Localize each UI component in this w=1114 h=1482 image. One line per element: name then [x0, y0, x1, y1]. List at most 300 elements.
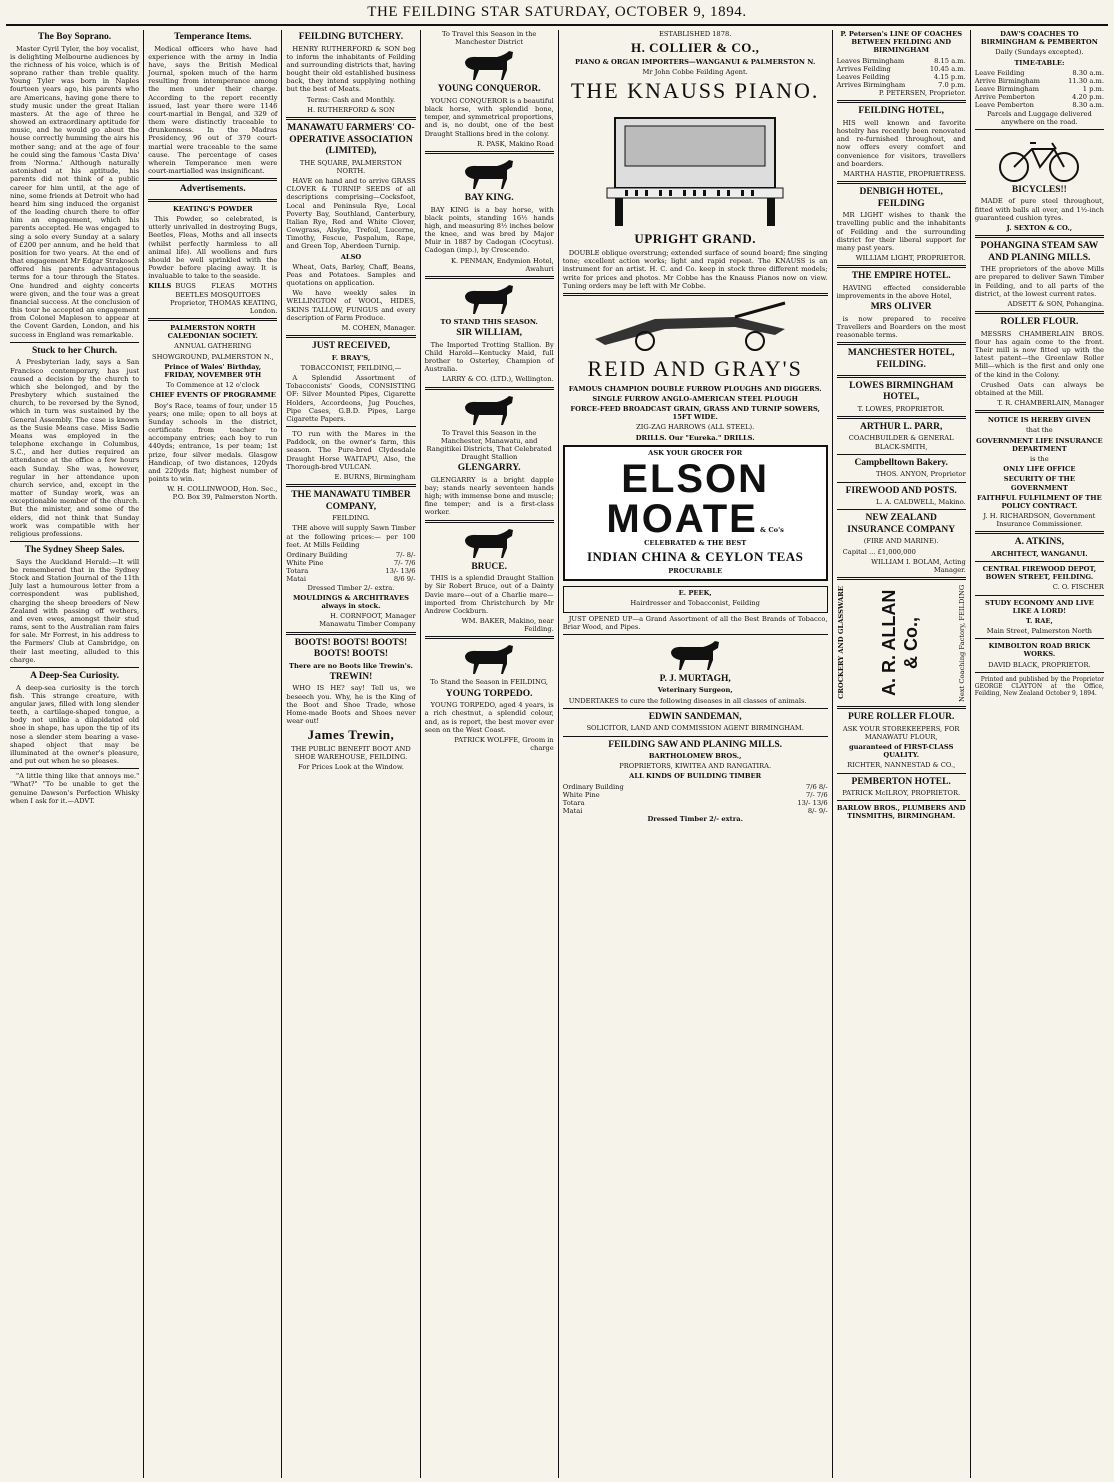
farmers-text: HAVE on hand and to arrive GRASS CLOVER & TURNIP SEEDS of all descriptions comprising—Cocksfoot, Local and Peninsula Rye, Local Poverty Bay, Southland, Canterbury, Italian Rye, Red and White Clover, Cowgrass, Alsyke, Trefoil, Lucerne, Timothy, Fescue, Paspalum, Rape, and Green Top, Aberdeen Turnip. — [286, 177, 416, 251]
divider — [975, 531, 1104, 534]
mill-bros: BARTHOLOMEW BROS., — [648, 752, 742, 761]
peek-sub: Hairdresser and Tobacconist, Feilding — [630, 599, 760, 608]
divider — [425, 151, 554, 154]
tea-procurable: PROCURABLE — [668, 566, 723, 575]
horse1-heading: To Travel this Season in the Manchester District — [441, 30, 537, 47]
horse1-name: YOUNG CONQUEROR. — [437, 84, 541, 95]
kills-label: KILLS — [148, 282, 172, 291]
timber-mouldings: MOULDINGS & ARCHITRAVES always in stock. — [293, 593, 409, 610]
caledonian-day: Prince of Wales' Birthday, FRIDAY, NOVEMBER 9TH — [164, 362, 262, 379]
caledonian-sub: ANNUAL GATHERING — [174, 342, 252, 351]
heading-temperance: Temperance Items. — [174, 32, 252, 42]
reid-zigzag: ZIG-ZAG HARROWS (ALL STEEL). — [636, 423, 755, 432]
timetable-row — [975, 93, 1104, 101]
tea-india: INDIAN CHINA & CEYLON TEAS — [586, 549, 804, 565]
trewin-shop: THE PUBLIC BENEFIT BOOT AND SHOE WAREHOUSE, FEILDING. — [291, 745, 411, 762]
timber-signature: H. CORNFOOT, Manager Manawatu Timber Company — [319, 612, 416, 629]
knauss-text: DOUBLE oblique overstrung; extended surface of sound board; fine singing tone; excellent action works; light and rapid repeat. The KNAUSS is an instrument for an artist. H. C. and Co. keep in stock three different models; write for prices and photos. Mr Cobbe has the Knauss Pianos now on view. Tuning orders may be left with Mr Cobbe. — [562, 249, 828, 290]
farmers-also-text: Wheat, Oats, Barley, Chaff, Beans, Peas and Potatoes. Samples and quotations on application. — [286, 262, 416, 288]
horse4-heading: To Travel this Season in the Manchester, Manawatu, and Rangitikei Districts, That Celebrated Draught Stallion — [426, 428, 552, 462]
allan-sub: Next Coaching Factory, FEILDING — [957, 584, 966, 702]
horse1-signature: R. PASK, Makino Road — [477, 139, 554, 148]
price-value: 8/6 9/- — [393, 575, 416, 584]
peek-title: E. PEEK, — [678, 589, 712, 598]
tea-celebrated: CELEBRATED & THE BEST — [644, 538, 747, 547]
knauss-title: THE KNAUSS PIANO. — [570, 78, 820, 104]
horse-icon — [457, 526, 521, 560]
horse2-signature: K. PENMAN, Endymion Hotel, Awahuri — [450, 256, 554, 273]
timetable-stop: Arrives Feilding — [836, 64, 891, 73]
imprint: Printed and published by the Proprietor GEORGE CLAYTON at the Office, Feilding, New Zealand October 9, 1894. — [974, 675, 1104, 698]
collier-agent: Mr John Cobbe Feilding Agent. — [642, 68, 748, 77]
horse3-text: The Imported Trotting Stallion. By Child Harold—Kentucky Maid, full brother to Osterley, Champion of Australia. — [424, 340, 554, 374]
divider — [975, 561, 1104, 562]
roller-flour: ROLLER FLOUR. — [1000, 317, 1079, 328]
timetable-stop: Leave Feilding — [974, 68, 1025, 77]
only-life-office: ONLY LIFE OFFICE — [1003, 465, 1076, 474]
heading-sheep-sales: The Sydney Sheep Sales. — [24, 545, 125, 556]
article-sheep-sales: Says the Auckland Herald:—It will be remembered that in the Sydney Stock and Station Journal of the 11th July last a humourous letter from a correspondent was published, charging the sheep breeders of New Zealand with passing off wethers, and even ewes, amongst their stud rams, sent to the Australian ram fairs for sale. Mr Forrest, in his address to the Farmers' Club at Cambridge, on their last meeting, alluded to this charge. — [10, 557, 140, 664]
upright-grand: UPRIGHT GRAND. — [634, 231, 756, 247]
divider — [975, 311, 1104, 314]
timetable-stop: Arrive Pemberton — [974, 93, 1035, 102]
timetable-stop: Leaves Feilding — [836, 72, 890, 81]
sandeman-sub: SOLICITOR, LAND AND COMMISSION AGENT BIRMINGHAM. — [586, 724, 804, 733]
divider — [563, 293, 828, 296]
price-item: Matai — [286, 575, 307, 584]
parr-sub: COACHBUILDER & GENERAL BLACK-SMITH, — [848, 434, 954, 451]
timetable-time: 11.30 a.m. — [1068, 76, 1104, 85]
timetable-stop: Leave Birmingham — [974, 85, 1039, 94]
price-item: Ordinary Building — [562, 782, 624, 791]
timetable-row — [975, 85, 1104, 93]
price-value: 7/- 8/- — [395, 550, 416, 559]
brays-sub: TOBACCONIST, FEILDING,— — [300, 363, 402, 372]
divider — [286, 117, 415, 120]
parr-name: ARTHUR L. PARR, — [860, 421, 943, 432]
timetable-time: 10.45 a.m. — [929, 64, 966, 73]
price-item: Ordinary Building — [286, 550, 348, 559]
divider — [975, 235, 1104, 238]
allan-title: A. R. ALLAN & Co., — [879, 589, 922, 697]
bicycle-icon — [994, 133, 1084, 183]
divider — [286, 426, 415, 427]
horse5-name: BRUCE. — [471, 561, 507, 572]
price-value: 8/- 9/- — [807, 807, 828, 816]
trewin-heading: TREWIN! — [329, 671, 373, 682]
peek-advert — [563, 586, 828, 612]
article-temperance: Medical officers who have had experience with the army in India have, says the British Medical Journal, spoken much of the harm resulting from intemperance among the men under their charge. According to the report recently issued, last year there were 1146 court-martial in Bengal, and 329 of them were distinctly traceable to drunkenness. In the Madras Presidency, 96 out of 379 court-martial were traceable to the same cause. The percentage of cases wherein Temperance men were court-martialled was insignificant. — [148, 44, 278, 176]
feilding-hotel: FEILDING HOTEL, — [858, 106, 944, 117]
piano-illustration — [585, 108, 805, 228]
peek-text: JUST OPENED UP—a Grand Assortment of all the Best Brands of Tobacco, Briar Wood, and Pipes. — [562, 614, 828, 631]
horse3-signature: LARRY & CO. (LTD.), Wellington. — [442, 375, 554, 384]
timetable-time: 8.30 a.m. — [1072, 101, 1104, 110]
keating-heading: KEATING'S POWDER — [172, 204, 253, 213]
price-value: 7/6 8/- — [805, 782, 828, 791]
murtagh-sub: Veterinary Surgeon, — [657, 686, 733, 695]
price-row — [563, 799, 828, 807]
divider — [837, 342, 966, 345]
allan-advert — [837, 583, 966, 703]
lowes-proprietor: T. LOWES, PROPRIETOR. — [857, 404, 945, 413]
column-3 — [282, 30, 420, 1478]
divider — [837, 181, 966, 184]
divider — [563, 634, 828, 635]
petersen-signature: P. PETERSEN, Proprietor. — [878, 89, 966, 98]
divider — [563, 736, 828, 737]
brays-text: A Splendid Assortment of Tobacconists' Goods, CONSISTING OF: Silver Mounted Pipes, Cigarette Holders, Accordeons, Jug Pouches, Pipe Cases, G.B.D. Pipes, Large Cigarette Papers. — [286, 374, 416, 423]
heading-boy-soprano: The Boy Soprano. — [38, 32, 112, 42]
divider — [425, 520, 554, 523]
petersen-heading: P. Petersen's LINE OF COACHES BETWEEN FEILDING AND BIRMINGHAM — [840, 30, 963, 55]
mill-dressed: Dressed Timber 2/- extra. — [647, 815, 743, 824]
horse2-name: BAY KING. — [464, 192, 514, 203]
timetable-time: 4.20 p.m. — [1072, 93, 1104, 102]
timetable-row — [975, 69, 1104, 77]
boots-heading: BOOTS! BOOTS! BOOTS! BOOTS! BOOTS! — [294, 637, 408, 660]
tea-brand — [567, 456, 824, 541]
atkins-name: A. ATKINS, — [1014, 537, 1064, 548]
oliver-text: is now prepared to receive Travellers and Boarders on the most reasonable terms. — [836, 314, 966, 340]
farmers-also: ALSO — [340, 252, 362, 261]
collier-title: H. COLLIER & CO., — [630, 40, 760, 56]
caledonian-text: Boy's Race, teams of four, under 15 years; one mile; open to all boys at Sunday schools in the district, certificate from teacher to accompany entries; each boy to run 440yds; entrance, 1s per team; 1st prize, four silver medals. Glasgow Handicap, of two distances, 120yds and 220yds flat; highest number of points to win. — [148, 401, 278, 484]
empire-text: HAVING effected considerable improvements in the above Hotel, — [836, 283, 966, 301]
horse1-text: YOUNG CONQUEROR is a beautiful black horse, with splendid bone, temper, and symmetrical proportions, and is, no doubt, one of the best Draught Stallions bred in the colony. — [424, 96, 554, 138]
caledonian-signature: W. H. COLLINWOOD, Hon. Sec., P.O. Box 39, Palmerston North. — [167, 485, 278, 502]
bolam-signature: WILLIAM I. BOLAM, Acting Manager. — [871, 557, 966, 574]
divider — [975, 638, 1104, 639]
timetable-title: TIME-TABLE: — [1014, 58, 1065, 67]
crushed-oats: Crushed Oats can always be obtained at the Mill. — [974, 380, 1104, 397]
trewin-footer: For Prices Look at the Window. — [298, 763, 404, 772]
central-firewood: CENTRAL FIREWOOD DEPOT, BOWEN STREET, FEILDING. — [982, 565, 1097, 582]
caledonian-events: CHIEF EVENTS OF PROGRAMME — [149, 391, 276, 400]
reid-sub: FAMOUS CHAMPION DOUBLE FURROW PLOUGHS AND DIGGERS. — [568, 384, 822, 393]
trewin-name: James Trewin, — [307, 727, 395, 743]
article-stuck-to-church: A Presbyterian lady, says a San Francisco contemporary, has just caused a decision by the church to which she belonged, and by the Presbytery which sustained the church, to be reversed by the Synod, which in turn was sustained by the General Assembly. The case is known as the Susie Means case. Miss Sadie Means was employed in the telephone exchange in Columbus, S.C., and her duties required an attendance at the office a few hours each Sunday. She was, however, regular in her attendance upon church service, and, except in the matter of Sunday work, was an exceptionable member of the church. But the minister, and some of the elders, did not think that Sunday work was compatible with her religious professions. — [10, 358, 140, 538]
horse6-text: YOUNG TORPEDO, aged 4 years, is a rich chestnut, a splendid colour, and, as is report, the best mover ever seen on the West Coast. — [424, 701, 554, 734]
caldwell-signature: L. A. CALDWELL, Makino. — [876, 498, 966, 507]
timber-title: THE MANAWATU TIMBER COMPANY, — [291, 490, 411, 512]
price-item: White Pine — [562, 790, 600, 799]
atkins-sub: ARCHITECT, WANGANUI. — [991, 549, 1088, 558]
sexton-signature: J. SEXTON & CO., — [1006, 223, 1073, 232]
horse2-text: BAY KING is a bay horse, with black points, standing 16½ hands high, and measuring 8½ inches below the knee, and was bred by Major Muir in 1887 by Cadogan (Cocytus). Cadogan (imp.), by Crescendo. — [424, 205, 554, 255]
divider — [286, 335, 415, 338]
denbigh-text: MR LIGHT wishes to thank the travelling public and the inhabitants of Feilding and the surrounding district for their liberal support for many past years. — [836, 211, 966, 252]
campbelltown-bakery: Campbelltown Bakery. — [854, 457, 948, 468]
mcilroy-signature: PATRICK McILROY, PROPRIETOR. — [842, 789, 961, 798]
horse3-name: SIR WILLIAM, — [456, 328, 523, 339]
divider — [837, 454, 966, 455]
price-value: 7/- 7/6 — [393, 559, 416, 568]
keating-signature: Proprietor, THOMAS KEATING, London. — [169, 298, 278, 315]
price-row — [286, 575, 415, 583]
timetable-row — [837, 57, 966, 65]
plough-illustration — [585, 299, 805, 353]
divider — [148, 318, 277, 321]
pohangina-text: THE proprietors of the above Mills are prepared to deliver Sawn Timber in Feilding, and to all parts of the district, at the lowest current rates. — [974, 265, 1104, 298]
timber-dressed: Dressed Timber 2/- extra. — [307, 583, 395, 592]
firewood-posts: FIREWOOD AND POSTS. — [845, 485, 957, 496]
timetable-time: 7.0 p.m. — [938, 81, 966, 90]
collier-sub: PIANO & ORGAN IMPORTERS—WANGANUI & PALMERSTON N. — [575, 58, 816, 67]
timetable-stop: Arrive Birmingham — [974, 76, 1040, 85]
barlow-bros: BARLOW BROS., PLUMBERS AND TINSMITHS, BIRMINGHAM. — [836, 804, 966, 821]
boots-sub: There are no Boots like Trewin's. — [289, 661, 413, 670]
column-6 — [833, 30, 971, 1478]
heading-butchery: FEILDING BUTCHERY. — [298, 32, 404, 42]
keating-kills — [148, 282, 277, 298]
tea-advert — [563, 445, 828, 581]
divider — [837, 265, 966, 268]
kills-list: BUGS FLEAS MOTHS BEETLES MOSQUITOES — [175, 282, 278, 299]
denbigh-hotel: DENBIGH HOTEL, FEILDING — [859, 187, 943, 209]
caledonian-ground: SHOWGROUND, PALMERSTON N., — [151, 352, 274, 361]
divider — [975, 672, 1104, 673]
pure-guarantee: guaranteed of FIRST-CLASS QUALITY. — [848, 743, 954, 760]
feilding-hotel-text: HIS well known and favorite hostelry has recently been renovated and re-furnished throughout, and now offers every comfort and convenience for visitors, travellers and boarders. — [836, 118, 966, 168]
divider — [975, 129, 1104, 130]
rae-address: Main Street, Palmerston North — [986, 627, 1092, 636]
horse-icon — [457, 282, 521, 316]
farmers-title: MANAWATU FARMERS' CO-OPERATIVE ASSOCIATION (LIMITED), — [287, 122, 415, 157]
farmers-wool: We have weekly sales in WELLINGTON of WOOL, HIDES, SKINS TALLOW, FUNGUS and every description of Farm Produce. — [286, 289, 416, 322]
divider — [425, 387, 554, 390]
heading-deep-sea: A Deep-Sea Curiosity. — [30, 670, 120, 681]
notice-heading: NOTICE IS HEREBY GIVEN — [987, 416, 1091, 425]
study-economy: STUDY ECONOMY AND LIVE LIKE A LORD! — [984, 598, 1094, 615]
bicycles-heading: BICYCLES!! — [1011, 184, 1067, 195]
horse6-name: YOUNG TORPEDO. — [445, 688, 533, 699]
daws-heading: DAW'S COACHES TO BIRMINGHAM & PEMBERTON — [980, 30, 1098, 47]
price-row — [286, 559, 415, 567]
brays-heading: JUST RECEIVED, — [311, 341, 390, 352]
pemberton-hotel: PEMBERTON HOTEL. — [851, 776, 951, 787]
masthead — [6, 4, 1108, 26]
vulcan-text: TO run with the Mares in the Paddock, on the owner's farm, this season. The Pure-bred Clydesdale Draught Horse WAITAPU, Also, the Thorough-bred VULCAN. — [286, 430, 416, 471]
timetable-row — [975, 101, 1104, 109]
empire-hotel: THE EMPIRE HOTEL. — [851, 271, 951, 282]
mill-title: FEILDING SAW AND PLANING MILLS. — [608, 739, 783, 750]
timetable-row — [837, 65, 966, 73]
horse4-text: GLENGARRY is a bright dapple bay; stands nearly seventeen hands high; with immense bone and muscle; fine temper; and is a first-class worker. — [424, 475, 554, 517]
article-deep-sea: A deep-sea curiosity is the torch fish. This strange creature, with angular jaws, filled with long slender teeth, a cartilage-shaped tongue, a body not unlike a dilapidated old shoe in shape, has upon the tip of its nose a slender stem bearing a vase-shaped object that may be illuminated at the owner's pleasure, and put out when he so pleases. — [10, 683, 140, 766]
horse-icon — [457, 393, 521, 427]
divider — [837, 800, 966, 801]
divider — [148, 178, 277, 181]
divider — [837, 773, 966, 774]
divider — [286, 484, 415, 487]
column-7 — [971, 30, 1108, 1478]
reid-drills: DRILLS. Our "Eureka." DRILLS. — [635, 433, 755, 442]
price-value: 7/- 7/6 — [805, 790, 828, 799]
timetable-stop: Arrives Birmingham — [836, 81, 906, 90]
rae-name: T. RAE, — [1025, 616, 1053, 625]
farmers-address: THE SQUARE, PALMERSTON NORTH. — [299, 158, 403, 175]
divider — [10, 667, 139, 668]
black-signature: DAVID BLACK, PROPRIETOR. — [988, 660, 1091, 669]
timetable-time: 4.15 p.m. — [933, 72, 966, 81]
col5-lower-left — [563, 584, 828, 825]
timetable-row — [975, 77, 1104, 85]
column-4 — [421, 30, 559, 1478]
mill-kinds: ALL KINDS OF BUILDING TIMBER — [629, 772, 762, 781]
column-1 — [6, 30, 144, 1478]
tea-top: ASK YOUR GROCER FOR — [648, 448, 743, 457]
murtagh-name: P. J. MURTAGH, — [659, 673, 731, 684]
butchery-text: HENRY RUTHERFORD & SON beg to inform the inhabitants of Feilding and surrounding districts that, having bought their old established business back, they intend supplying nothing but the best of Meats. — [286, 44, 416, 94]
divider — [10, 541, 139, 542]
tea-brand-name: ELSON MOATE — [606, 456, 770, 541]
timber-price-table — [286, 551, 415, 584]
timber-text: THE above will supply Sawn Timber at the following prices:— per 100 feet. At Mills Feilding — [286, 524, 416, 549]
timetable-time: 1 p.m. — [1082, 85, 1104, 94]
keating-text: This Powder, so celebrated, is utterly unrivalled in destroying Bugs, Beetles, Fleas, Moths and all insects (whilst perfectly harmless to all animal life). All woollens and furs should be well sprinkled with the Powder before placing away. It is invaluable to take to the seaside. — [148, 215, 278, 281]
govt-life: GOVERNMENT LIFE INSURANCE DEPARTMENT — [976, 436, 1103, 453]
heading-advertisements: Advertisements. — [179, 184, 246, 195]
mill-price-table — [563, 783, 828, 816]
masthead-title: THE FEILDING STAR SATURDAY, OCTOBER 9, 1894. — [367, 4, 747, 20]
nz-insurance: NEW ZEALAND INSURANCE COMPANY — [847, 513, 956, 535]
pohangina-heading: POHANGINA STEAM SAW AND PLANING MILLS. — [980, 241, 1099, 263]
price-item: Totara — [562, 798, 585, 807]
divider — [425, 636, 554, 639]
price-row — [563, 783, 828, 791]
daws-sub: Daily (Sundays excepted). — [995, 48, 1084, 57]
price-value: 13/- 13/6 — [797, 798, 828, 807]
price-row — [563, 791, 828, 799]
pure-text: ASK YOUR STOREKEEPERS, FOR MANAWATU FLOUR, — [842, 724, 960, 741]
horse-icon — [663, 638, 727, 672]
price-row — [286, 551, 415, 559]
price-item: Totara — [286, 567, 309, 576]
divider — [148, 199, 277, 202]
horse-icon — [457, 157, 521, 191]
divider — [975, 595, 1104, 596]
divider — [10, 342, 139, 343]
horse3-heading: TO STAND THIS SEASON. — [440, 317, 538, 326]
price-item: Matai — [562, 807, 583, 816]
tea-brand-co: & Co's — [759, 525, 784, 534]
bicycles-text: MADE of pure steel throughout, fitted with balls all over, and 1½-inch guaranteed cushion tyres. — [974, 197, 1104, 222]
nz-insurance-sub: (FIRE AND MARINE). — [863, 537, 939, 546]
col5-lower — [563, 584, 828, 825]
timetable-time: 8.30 a.m. — [1072, 68, 1104, 77]
lowes-hotel: LOWES BIRMINGHAM HOTEL, — [849, 380, 954, 403]
light-signature: WILLIAM LIGHT, PROPRIETOR. — [855, 254, 966, 263]
divider — [837, 375, 966, 378]
article-boy-soprano: Master Cyril Tyler, the boy vocalist, is delighting Melbourne audiences by the richness of his voice, which is of soprano rather than treble quality. Young Tyler was born in Naples fourteen years ago, his parents who are Americans, having gone there to study music under the great Italian masters. At the age of three he showed an extraordinary aptitude for music, and he would go about the house correctly humming the airs his mother sang; and at the age of four he could sing the famous 'Casta Diva' from 'Norma.' Although naturally astonished at his aptitude, his parents did not think of a public career for him until, at the age of nine, some friends at Detroit who had heard him sing induced the organist of the leading church there to offer him an engagement, which his parents accepted. He was engaged to sing a solo every Sunday at a salary of £200 per annum, and he held that position for two years. At the end of that engagement Mr Edgar Strakosch offered his parents advantageous terms for a tour through the States. One hundred and eighty concerts were given, and the tour was a great financial success. At the conclusion of this tour he accepted an engagement from Colonel Mapleson to appear at the Covent Garden, London, and his success in England was remarkable. — [10, 44, 140, 339]
divider — [837, 577, 966, 580]
brays-name: F. BRAY'S, — [331, 353, 371, 362]
horse6-heading: To Stand the Season in FEILDING, — [430, 678, 549, 687]
anyon-signature: THOS. ANYON, Proprietor — [875, 470, 966, 479]
allan-crockery: CROCKERY AND GLASSWARE — [836, 586, 845, 700]
timetable-row — [837, 73, 966, 81]
timetable-time: 8.15 a.m. — [934, 56, 966, 65]
timetable-stop: Leaves Birmingham — [836, 56, 905, 65]
daws-timetable — [975, 69, 1104, 110]
columns — [6, 30, 1108, 1478]
murtagh-text: UNDERTAKES to cure the following diseases in all classes of animals. — [568, 696, 807, 705]
horse4-name: GLENGARRY. — [457, 463, 521, 474]
pure-roller: PURE ROLLER FLOUR. — [848, 712, 955, 723]
horse6-signature: PATRICK WOLFFE, Groom in charge — [454, 735, 554, 753]
timetable-stop: Leave Pemberton — [974, 101, 1034, 110]
divider — [837, 509, 966, 510]
brick-works: KIMBOLTON ROAD BRICK WORKS. — [988, 642, 1091, 659]
chamberlain-text: MESSRS CHAMBERLAIN BROS. flour has again come to the front. Their mill is now fitted up with the latest patent—the Greenlaw Roller Mill—which is the first and only one of the kind in the Colony. — [974, 329, 1104, 379]
mrs-oliver: MRS OLIVER — [870, 302, 932, 313]
richter-signature: RICHTER, NANNESTAD & CO., — [847, 761, 956, 770]
timber-place: FEILDING. — [332, 514, 370, 523]
price-row — [286, 567, 415, 575]
column-2 — [144, 30, 282, 1478]
horse5-signature: WM. BAKER, Makino, near Feilding. — [461, 617, 554, 634]
coach-timetable — [837, 57, 966, 90]
vulcan-signature: E. BURNS, Birmingham — [334, 472, 416, 481]
adsett-signature: ADSETT & SON, Pohangina. — [1007, 300, 1104, 308]
notice-is-the: is the — [1030, 454, 1049, 463]
faithful-fulfilment: FAITHFUL FULFILMENT OF THE POLICY CONTRACT. — [977, 493, 1102, 510]
fischer-signature: C. O. FISCHER — [1052, 583, 1104, 592]
reid-plough: SINGLE FURROW ANGLO-AMERICAN STEEL PLOUGH — [592, 394, 798, 403]
reid-title: REID AND GRAY'S — [587, 355, 803, 381]
trewin-text: WHO IS HE? say! Tell us, we beseech you. Why, he is the King of the Boot and Shoe Trade, whose Home-made Boots and Shoes never wear out! — [286, 684, 416, 726]
price-value: 13/- 13/6 — [385, 567, 416, 576]
horse-icon — [457, 642, 521, 676]
divider — [837, 100, 966, 103]
sandeman-name: EDWIN SANDEMAN, — [648, 711, 742, 722]
timetable-row — [837, 81, 966, 89]
divider — [286, 632, 415, 635]
horse-icon — [457, 48, 521, 82]
price-row — [563, 807, 828, 815]
caledonian-title: PALMERSTON NORTH CALEDONIAN SOCIETY. — [167, 324, 258, 341]
hastie-signature: MARTHA HASTIE, PROPRIETRESS. — [843, 169, 966, 178]
established: ESTABLISHED 1878. — [659, 30, 732, 38]
manchester-hotel: MANCHESTER HOTEL, FEILDING. — [847, 348, 955, 370]
price-item: White Pine — [286, 559, 324, 568]
divider — [563, 708, 828, 709]
column-5 — [559, 30, 833, 1478]
nz-capital: Capital ... £1,000,000 — [842, 547, 916, 556]
divider — [837, 416, 966, 419]
farmers-signature: M. COHEN, Manager. — [341, 323, 416, 332]
notice-that: that the — [1026, 426, 1053, 435]
butchery-signature: H. RUTHERFORD & SON — [307, 105, 395, 114]
reid-grain: FORCE-FEED BROADCAST GRAIN, GRASS AND TURNIP SOWERS, 15FT WIDE. — [570, 405, 820, 422]
caledonian-time: To Commence at 12 o'clock — [166, 381, 260, 390]
richardson-signature: J. H. RICHARDSON, Government Insurance Commissioner. — [983, 512, 1096, 529]
divider — [10, 768, 139, 769]
chamberlain-signature: T. R. CHAMBERLAIN, Manager — [997, 399, 1104, 408]
horse5-text: THIS is a splendid Draught Stallion by Sir Robert Bruce, out of a Dainty Davie mare—out of a Charlie mare—imported from Christchurch by Mr Andrew Cockburn. — [424, 574, 554, 615]
butchery-terms: Terms: Cash and Monthly. — [306, 95, 396, 104]
divider — [425, 276, 554, 279]
divider — [837, 482, 966, 483]
divider — [837, 706, 966, 709]
divider — [975, 410, 1104, 413]
parcels-note: Parcels and Luggage delivered anywhere on the road. — [986, 109, 1092, 126]
security-govt: SECURITY OF THE GOVERNMENT — [1003, 475, 1075, 492]
heading-stuck-to-church: Stuck to her Church. — [32, 345, 118, 356]
whisky-ad: "A little thing like that annoys me." "What?" "To be unable to get the genuine Dawson's Perfection Whisky when I ask for it.—ADVT. — [10, 772, 140, 805]
mill-props: PROPRIETORS, KIWITEA AND RANGATIRA. — [619, 762, 772, 771]
